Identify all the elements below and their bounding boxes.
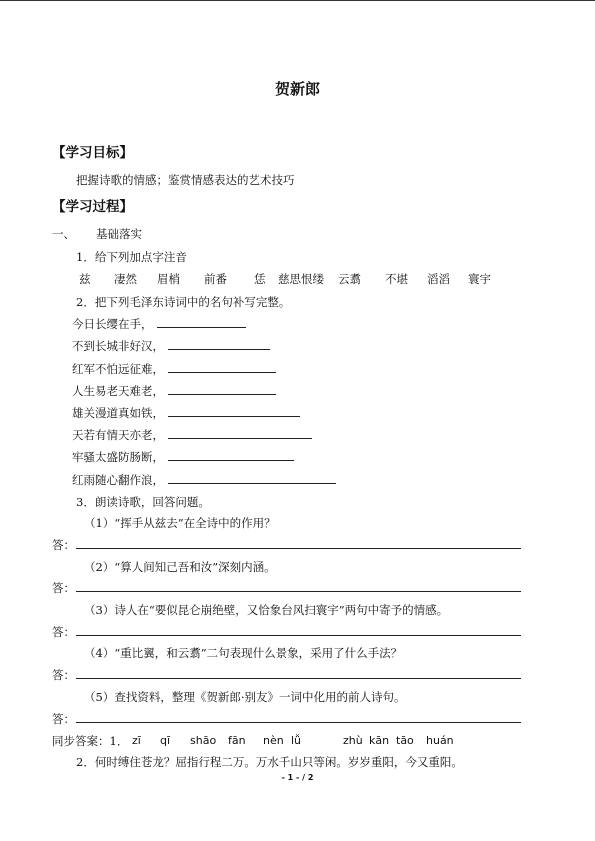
- answer-label: 答：: [52, 668, 75, 682]
- goals-heading: 【学习目标】: [52, 145, 133, 161]
- q2-line: 人生易老天难老，: [72, 384, 164, 398]
- fill-blank[interactable]: [157, 327, 246, 328]
- part1-number: 一、: [52, 227, 75, 241]
- process-heading: 【学习过程】: [52, 199, 133, 215]
- answer-2: 2．何时缚住苍龙？屈指行程二万。万水千山只等闲。岁岁重阳，今又重阳。: [76, 755, 463, 769]
- q2-line: 牢骚太盛防肠断，: [72, 450, 164, 464]
- answer-label: 答：: [52, 625, 75, 639]
- q1-word: 前番: [204, 272, 227, 286]
- fill-blank[interactable]: [168, 438, 312, 439]
- q1-word: 恁: [254, 272, 266, 286]
- answer-line[interactable]: [76, 635, 521, 636]
- q1-word: 兹: [79, 272, 91, 286]
- fill-blank[interactable]: [168, 372, 276, 373]
- q2-line: 天若有情天亦老，: [72, 428, 164, 442]
- fill-blank[interactable]: [168, 349, 270, 350]
- q2-line: 红雨随心翻作浪，: [72, 473, 164, 487]
- q1-word: 凄然: [114, 272, 137, 286]
- q1-word: 眉梢: [157, 272, 180, 286]
- q2-line: 红军不怕远征难，: [72, 362, 164, 376]
- question-1: 1．给下列加点字注音: [76, 250, 187, 264]
- document-title: 贺新郎: [274, 80, 320, 98]
- fill-blank[interactable]: [168, 460, 294, 461]
- answer-line[interactable]: [76, 548, 521, 549]
- answer-label: 答：: [52, 538, 75, 552]
- q1-word: 慈思恨缕: [278, 272, 324, 286]
- pinyin-answer: lǚ: [291, 734, 302, 747]
- goals-text: 把握诗歌的情感；鉴赏情感表达的艺术技巧: [76, 173, 295, 187]
- answer-label: 答：: [52, 581, 75, 595]
- q2-line: 今日长缨在手，: [72, 317, 153, 331]
- answer-label: 答：: [52, 712, 75, 726]
- q2-line: 雄关漫道真如铁，: [72, 406, 164, 420]
- top-border: [0, 0, 595, 1]
- q1-word: 寰宇: [468, 272, 491, 286]
- page-number: - 1 - / 2: [281, 773, 314, 782]
- question-2: 2．把下列毛泽东诗词中的名句补写完整。: [76, 295, 291, 309]
- pinyin-answer: shāo: [190, 734, 217, 747]
- pinyin-answer: zī: [132, 734, 141, 747]
- pinyin-answer: tāo: [396, 734, 414, 747]
- q3-item: （5）查找资料，整理《贺新郎·别友》一词中化用的前人诗句。: [84, 690, 406, 704]
- q3-item: （3）诗人在“要似昆仑崩绝壁，又恰象台风扫寰宇”两句中寄予的情感。: [84, 603, 449, 617]
- q1-word: 云翥: [338, 272, 361, 286]
- fill-blank[interactable]: [168, 416, 300, 417]
- q3-item: （1）“挥手从兹去”在全诗中的作用？: [84, 516, 276, 530]
- pinyin-answer: zhù: [343, 734, 363, 747]
- pinyin-answer: nèn: [263, 734, 284, 747]
- pinyin-answer: fān: [228, 734, 246, 747]
- answers-label: 同步答案：1．: [52, 734, 129, 748]
- q1-word: 滔滔: [427, 272, 450, 286]
- pinyin-answer: huán: [426, 734, 454, 747]
- pinyin-answer: qī: [160, 734, 171, 747]
- part1-title: 基础落实: [96, 227, 142, 241]
- fill-blank[interactable]: [168, 394, 276, 395]
- question-3: 3．朗读诗歌，回答问题。: [76, 495, 210, 509]
- q2-line: 不到长城非好汉，: [72, 339, 164, 353]
- answer-line[interactable]: [76, 722, 521, 723]
- pinyin-answer: kān: [369, 734, 390, 747]
- q1-word: 不堪: [385, 272, 408, 286]
- answer-line[interactable]: [76, 591, 521, 592]
- q3-item: （2）“算人间知己吾和汝”深刻内涵。: [84, 560, 276, 574]
- fill-blank[interactable]: [168, 483, 336, 484]
- q3-item: （4）“重比翼，和云翥”二句表现什么景象，采用了什么手法？: [84, 646, 403, 660]
- answer-line[interactable]: [76, 678, 521, 679]
